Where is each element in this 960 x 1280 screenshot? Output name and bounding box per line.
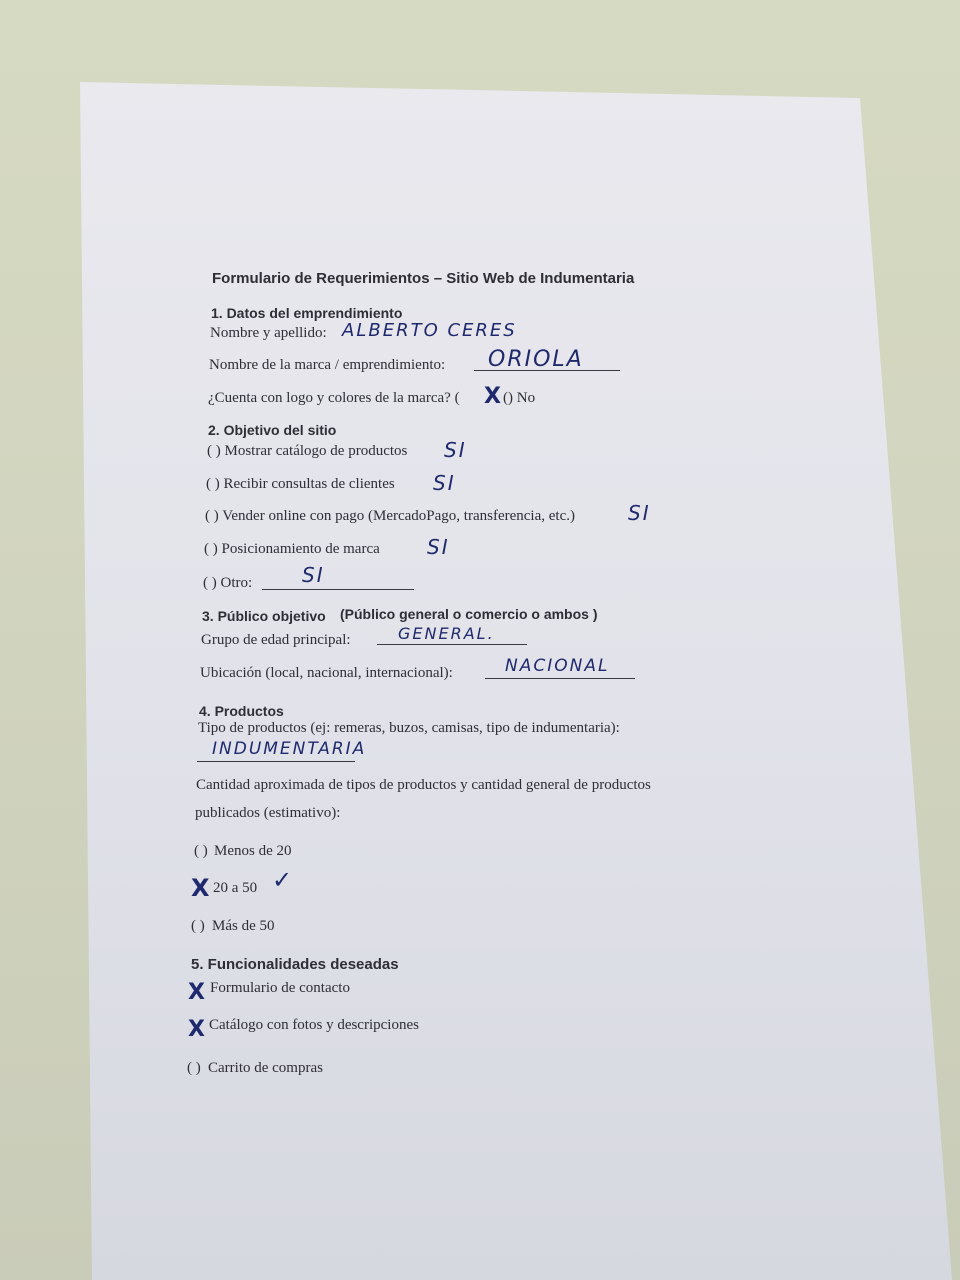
- section-4-heading: 4. Productos: [199, 703, 284, 719]
- objetivo-option: ( ) Vender online con pago (MercadoPago, transferencia, etc.): [205, 508, 575, 524]
- cantidad-option-paren: ( ): [194, 843, 208, 859]
- section-3-heading: 3. Público objetivo: [202, 608, 326, 624]
- ubicacion-label: Ubicación (local, nacional, internacional):: [200, 665, 453, 681]
- section-3-note: (Público general o comercio o ambos ): [340, 606, 598, 622]
- funcionalidad-option: Formulario de contacto: [210, 980, 350, 996]
- marca-label: Nombre de la marca / emprendimiento:: [209, 357, 446, 373]
- section-1-heading: 1. Datos del emprendimiento: [211, 305, 403, 321]
- tipo-value: INDUMENTARIA: [212, 739, 367, 759]
- objetivo-answer: SI: [433, 471, 456, 495]
- objetivo-option: ( ) Posicionamiento de marca: [204, 541, 380, 557]
- cantidad-check-mark: X: [191, 874, 210, 902]
- cantidad-option: Menos de 20: [214, 843, 292, 859]
- objetivo-option: ( ) Recibir consultas de clientes: [206, 476, 395, 492]
- cantidad-option: Más de 50: [212, 918, 275, 934]
- nombre-value: ALBERTO CERES: [342, 320, 517, 341]
- form-title: Formulario de Requerimientos – Sitio Web de Indumentaria: [212, 270, 635, 287]
- logo-question: ¿Cuenta con logo y colores de la marca? (: [208, 390, 460, 406]
- tipo-label: Tipo de productos (ej: remeras, buzos, camisas, tipo de indumentaria):: [198, 720, 620, 736]
- funcionalidad-option: Carrito de compras: [208, 1060, 323, 1076]
- section-2-heading: 2. Objetivo del sitio: [208, 422, 337, 438]
- cantidad-option: 20 a 50: [213, 880, 258, 896]
- otro-blank: [262, 571, 414, 590]
- cantidad-label-cont: publicados (estimativo):: [195, 805, 341, 821]
- otro-label: ( ) Otro:: [203, 575, 253, 591]
- edad-label: Grupo de edad principal:: [201, 632, 351, 648]
- ubicacion-value: NACIONAL: [505, 656, 610, 676]
- funcionalidad-check-mark: X: [188, 1017, 205, 1042]
- nombre-label: Nombre y apellido:: [210, 325, 327, 341]
- objetivo-answer: SI: [427, 535, 450, 559]
- objetivo-option: ( ) Mostrar catálogo de productos: [207, 443, 408, 459]
- logo-yes-mark: X: [484, 384, 501, 409]
- logo-no-label: ) No: [508, 390, 536, 406]
- funcionalidad-option-paren: ( ): [187, 1060, 201, 1076]
- cantidad-label: Cantidad aproximada de tipos de productos y cantidad general de productos: [196, 777, 651, 793]
- logo-no-paren: (: [503, 390, 508, 406]
- marca-value: ORIOLA: [488, 347, 584, 372]
- objetivo-answer: SI: [628, 501, 651, 525]
- edad-value: GENERAL.: [398, 624, 495, 643]
- objetivo-answer: SI: [444, 438, 467, 462]
- otro-value: SI: [302, 563, 325, 587]
- cantidad-option-paren: ( ): [191, 918, 205, 934]
- funcionalidad-check-mark: X: [188, 980, 205, 1005]
- funcionalidad-option: Catálogo con fotos y descripciones: [209, 1017, 419, 1033]
- checkmark-icon: ✓: [272, 866, 293, 894]
- section-5-heading: 5. Funcionalidades deseadas: [191, 956, 399, 973]
